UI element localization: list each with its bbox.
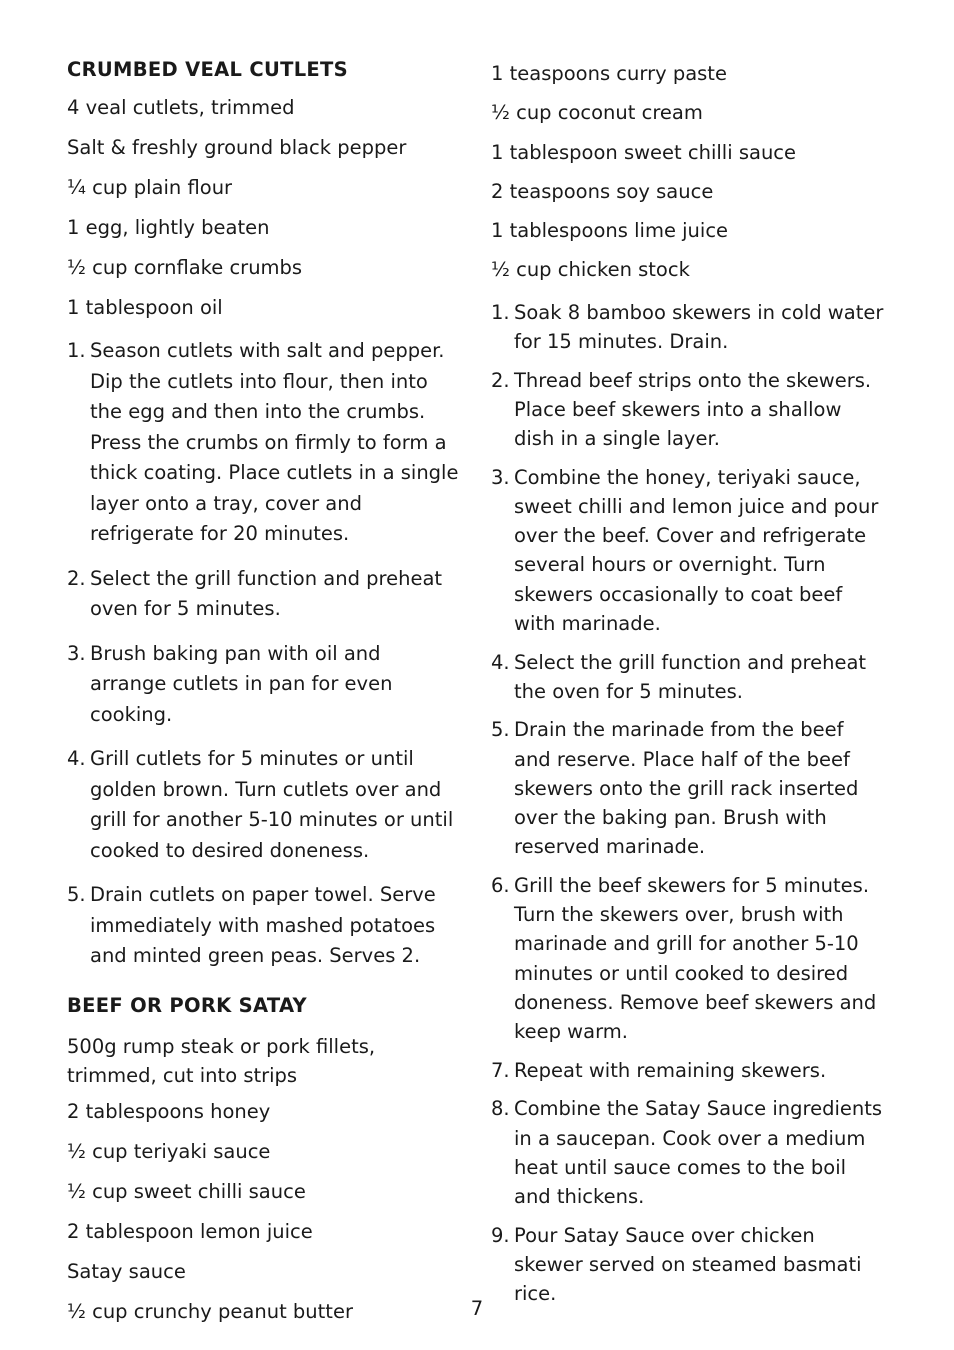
ingredient-item: 1 teaspoons curry paste	[491, 62, 727, 85]
method-step	[491, 648, 886, 706]
method-step	[491, 715, 886, 861]
recipe-title-satay: BEEF OR PORK SATAY	[67, 993, 307, 1017]
method-step	[491, 1056, 886, 1085]
ingredient-item: 1 tablespoon oil	[67, 296, 223, 319]
ingredient-item: Satay sauce	[67, 1259, 186, 1283]
step-number: 2.	[67, 566, 86, 590]
step-text: Pour Satay Sauce over chicken skewer served on steamed basmati rice.	[514, 1223, 862, 1306]
step-number: 6.	[491, 873, 510, 897]
ingredient-item: ½ cup chicken stock	[491, 258, 690, 282]
step-number: 8.	[491, 1097, 510, 1121]
step-text: Repeat with remaining skewers.	[514, 1058, 827, 1082]
step-text: Select the grill function and preheat oven for 5 minutes.	[90, 566, 443, 620]
step-text: Soak 8 bamboo skewers in cold water for 15 minutes. Drain.	[514, 300, 884, 353]
step-number: 7.	[491, 1058, 510, 1082]
ingredient-item: ½ cup crunchy peanut butter	[67, 1299, 353, 1323]
method-step	[491, 1094, 886, 1211]
step-number: 4.	[491, 650, 510, 674]
method-step	[67, 336, 462, 550]
ingredient-item: Salt & freshly ground black pepper	[67, 136, 407, 159]
method-step	[491, 298, 886, 356]
step-text: Drain the marinade from the beef and reserve. Place half of the beef skewers onto the grill rack inserted over the baking pan. Brush with reserved marinade.	[514, 718, 859, 859]
method-step	[67, 744, 462, 866]
page-number: 7	[470, 1297, 484, 1320]
step-number: 4.	[67, 747, 86, 770]
step-text: Brush baking pan with oil and arrange cutlets in pan for even cooking.	[90, 641, 393, 726]
ingredient-item: 500g rump steak or pork fillets, trimmed, cut into strips	[67, 1034, 376, 1087]
ingredient-item: 2 tablespoon lemon juice	[67, 1219, 313, 1243]
ingredient-item: 4 veal cutlets, trimmed	[67, 96, 295, 119]
step-text: Grill the beef skewers for 5 minutes. Turn the skewers over, brush with marinade and grill for another 5-10 minutes or until cooked to desired doneness. Remove beef skewers and keep warm.	[514, 873, 877, 1043]
method-step	[491, 871, 886, 1046]
ingredient-list-satay-sauce	[491, 62, 886, 282]
method-list-satay	[491, 298, 886, 1309]
left-column	[67, 58, 462, 1340]
method-step	[491, 366, 886, 454]
method-step	[67, 564, 462, 625]
step-text: Combine the honey, teriyaki sauce, sweet chilli and lemon juice and pour over the beef. Cover and refrigerate several hours or overnight. Turn skewers occasionally to coat beef with marinade.	[514, 465, 879, 635]
ingredient-item: 1 tablespoon sweet chilli sauce	[491, 140, 797, 164]
method-step	[491, 463, 886, 638]
step-number: 3.	[67, 641, 86, 665]
step-number: 3.	[491, 465, 510, 489]
ingredient-item: 2 tablespoons honey	[67, 1099, 271, 1123]
ingredient-list-veal	[67, 96, 462, 320]
step-text: Combine the Satay Sauce ingredients in a saucepan. Cook over a medium heat until sauce comes to the boil and thickens.	[514, 1097, 883, 1208]
step-text: Drain cutlets on paper towel. Serve immediately with mashed potatoes and minted green peas. Serves 2.	[90, 883, 436, 967]
step-number: 1.	[491, 300, 510, 324]
ingredient-item: ¼ cup plain flour	[67, 176, 233, 199]
step-text: Season cutlets with salt and pepper. Dip the cutlets into flour, then into the egg and then into the crumbs. Press the crumbs on firmly to form a thick coating. Place cutlets in a single layer onto a tray, cover and refrigerate for 20 minutes.	[90, 339, 459, 545]
step-text: Thread beef strips onto the skewers. Place beef skewers into a shallow dish in a single layer.	[514, 368, 872, 451]
method-list-veal	[67, 336, 462, 972]
step-number: 5.	[491, 718, 510, 742]
step-number: 2.	[491, 368, 510, 392]
ingredient-item: 1 tablespoons lime juice	[491, 219, 729, 243]
method-step	[491, 1221, 886, 1309]
ingredient-list-satay	[67, 1032, 462, 1324]
method-step	[67, 639, 462, 731]
step-text: Select the grill function and preheat the oven for 5 minutes.	[514, 650, 867, 703]
method-step	[67, 880, 462, 972]
ingredient-item: 1 egg, lightly beaten	[67, 216, 270, 239]
step-number: 1.	[67, 339, 86, 362]
recipe-title-veal: CRUMBED VEAL CUTLETS	[67, 58, 348, 81]
ingredient-item: ½ cup teriyaki sauce	[67, 1139, 271, 1163]
step-number: 9.	[491, 1223, 510, 1247]
step-number: 5.	[67, 883, 86, 906]
right-column	[491, 62, 886, 1318]
ingredient-item: ½ cup sweet chilli sauce	[67, 1179, 306, 1203]
ingredient-item: 2 teaspoons soy sauce	[491, 179, 714, 203]
ingredient-item: ½ cup coconut cream	[491, 101, 703, 125]
ingredient-item: ½ cup cornflake crumbs	[67, 256, 303, 279]
step-text: Grill cutlets for 5 minutes or until golden brown. Turn cutlets over and grill for another 5-10 minutes or until cooked to desired doneness.	[90, 747, 454, 862]
